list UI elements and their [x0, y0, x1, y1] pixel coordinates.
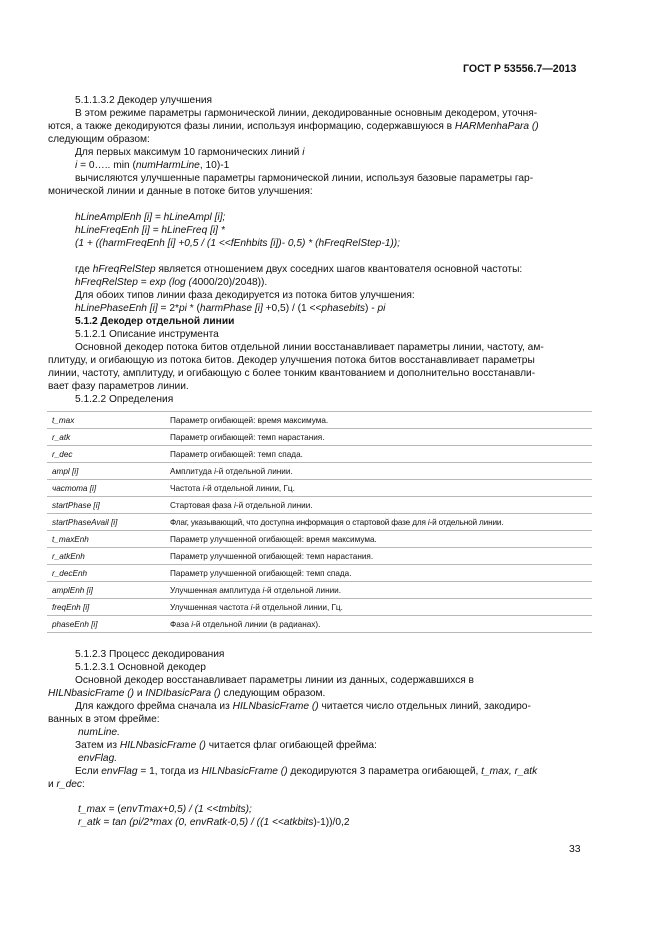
standard-header: ГОСТ Р 53556.7—2013	[463, 63, 577, 75]
paragraph-line: Если envFlag = 1, тогда из HILNbasicFrame () декодируются 3 параметра огибающей, t_max, r_atk	[75, 766, 538, 777]
subsection-title: 5.1.2.3.1 Основной декодер	[75, 662, 206, 673]
definition-term: startPhaseAvail [i]	[52, 518, 118, 527]
section-heading: 5.1.2 Декодер отдельной линии	[75, 316, 235, 327]
formula-line: hFreqRelStep = exp (log (4000/20)/2048)).	[75, 277, 268, 288]
definition-text: Параметр улучшенной огибающей: время максимума.	[170, 535, 377, 544]
subsection-title: 5.1.2.1 Описание инструмента	[75, 329, 219, 340]
definition-text: Флаг, указывающий, что доступна информация о стартовой фазе для i-й отдельной линии.	[170, 518, 504, 527]
definition-term: ampl [i]	[52, 467, 79, 476]
paragraph-line: ются, а также декодируются фазы линии, используя информацию, содержавшуюся в HARMenhaPara ()	[48, 121, 539, 132]
definition-term: freqEnh [i]	[52, 603, 90, 612]
paragraph-line: Для каждого фрейма сначала из HILNbasicFrame () читается число отдельных линий, закодиро-	[75, 701, 531, 712]
paragraph-line: Основной декодер восстанавливает параметры линии из данных, содержавшихся в	[75, 675, 474, 686]
paragraph-line: вает фазу параметров линии.	[48, 381, 189, 392]
subsection-title: 5.1.2.3 Процесс декодирования	[75, 649, 225, 660]
definition-text: Параметр улучшенной огибающей: темп нарастания.	[170, 552, 374, 561]
formula-line: hLineFreqEnh [i] = hLineFreq [i] *	[75, 225, 225, 236]
paragraph-line: ванных в этом фрейме:	[48, 714, 160, 725]
definition-term: amplEnh [i]	[52, 586, 93, 595]
formula-line: t_max = (envTmax+0,5) / (1 <<tmbits);	[78, 804, 252, 815]
paragraph-line: где hFreqRelStep является отношением двух соседних шагов квантователя основной частоты:	[75, 264, 523, 275]
definition-term: phaseEnh [i]	[52, 620, 98, 629]
definition-term: частота [i]	[52, 484, 97, 493]
definition-text: Улучшенная частота i-й отдельной линии, Гц.	[170, 603, 343, 612]
definition-term: r_dec	[52, 450, 73, 459]
formula-line: (1 + ((harmFreqEnh [i] +0,5 / (1 <<fEnhbits [i])- 0,5) * (hFreqRelStep-1));	[75, 238, 400, 249]
subsection-title: 5.1.2.2 Определения	[75, 394, 174, 405]
variable-name: numLine.	[78, 727, 120, 738]
definition-text: Улучшенная амплитуда i-й отдельной линии.	[170, 586, 342, 595]
paragraph-line: вычисляются улучшенные параметры гармонической линии, используя базовые параметры гар-	[75, 173, 534, 184]
paragraph-line: Для обоих типов линии фаза декодируется из потока битов улучшения:	[75, 290, 415, 301]
definition-text: Амплитуда i-й отдельной линии.	[170, 467, 293, 476]
paragraph-line: Для первых максимум 10 гармонических линий i	[75, 147, 305, 158]
definition-term: t_maxEnh	[52, 535, 89, 544]
section-title: 5.1.1.3.2 Декодер улучшения	[75, 95, 213, 106]
formula-line: r_atk = tan (pi/2*max (0, envRatk-0,5) / ((1 <<atkbits)-1))/0,2	[78, 817, 350, 828]
definition-term: t_max	[52, 416, 75, 425]
paragraph-line: плитуду, и огибающую из потока битов. Декодер улучшения потока битов восстанавливает параметры	[48, 355, 535, 366]
definition-text: Параметр огибающей: темп нарастания.	[170, 433, 325, 442]
definition-text: Параметр огибающей: темп спада.	[170, 450, 303, 459]
definition-term: startPhase [i]	[52, 501, 100, 510]
definition-term: r_atk	[52, 433, 71, 442]
paragraph-line: В этом режиме параметры гармонической линии, декодированные основным декодером, уточня-	[75, 108, 538, 119]
paragraph-line: Основной декодер потока битов отдельной линии восстанавливает параметры линии, частоту, ам-	[75, 342, 544, 353]
paragraph-line: монической линии и данные в потоке битов улучшения:	[48, 186, 313, 197]
definition-text: Частота i-й отдельной линии, Гц.	[170, 484, 295, 493]
variable-name: envFlag.	[78, 753, 118, 764]
definition-text: Стартовая фаза i-й отдельной линии.	[170, 501, 313, 510]
definition-term: r_decEnh	[52, 569, 88, 578]
paragraph-line: линии, частоту, амплитуду, и огибающую с более тонким квантованием и дополнительно восстанавли-	[48, 368, 536, 379]
formula-line: i = 0….. min (numHarmLine, 10)-1	[75, 160, 230, 171]
paragraph-line: следующим образом:	[48, 134, 150, 145]
formula-line: hLinePhaseEnh [i] = 2*pi * (harmPhase [i] +0,5) / (1 <<phasebits) - pi	[75, 303, 386, 314]
formula-line: hLineAmplEnh [i] = hLineAmpl [i];	[75, 212, 226, 223]
definition-term: r_atkEnh	[52, 552, 85, 561]
page-number: 33	[569, 844, 581, 855]
definition-text: Параметр улучшенной огибающей: темп спада.	[170, 569, 352, 578]
paragraph-line: HILNbasicFrame () и INDIbasicPara () следующим образом.	[48, 688, 326, 699]
definition-text: Фаза i-й отдельной линии (в радианах).	[170, 620, 321, 629]
paragraph-line: и r_dec:	[48, 779, 85, 790]
paragraph-line: Затем из HILNbasicFrame () читается флаг огибающей фрейма:	[75, 740, 377, 751]
definition-text: Параметр огибающей: время максимума.	[170, 416, 329, 425]
